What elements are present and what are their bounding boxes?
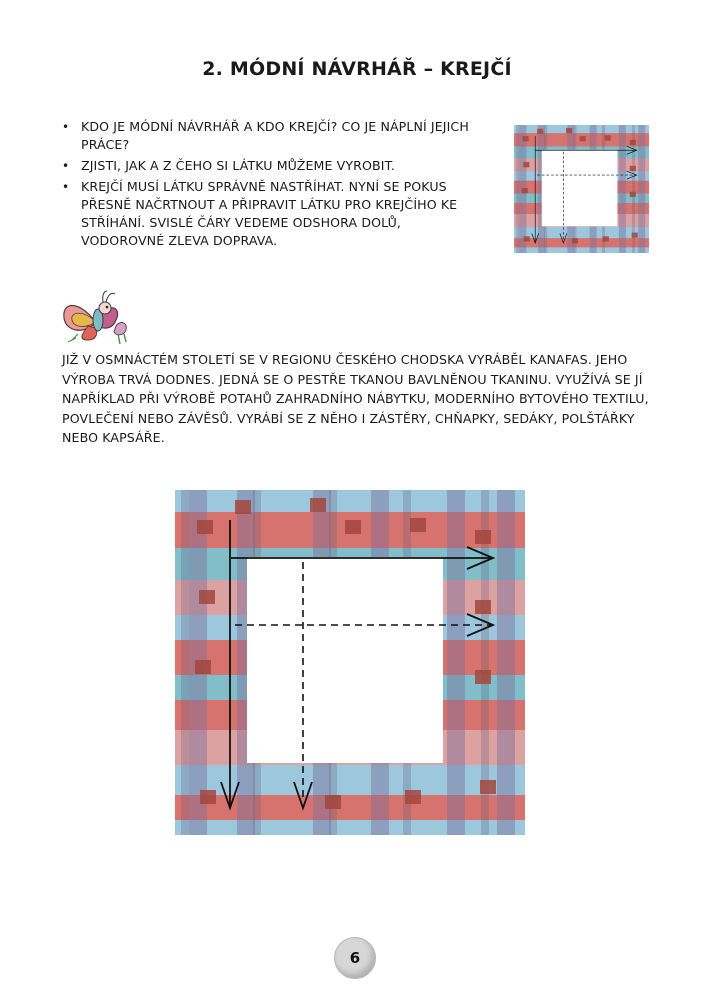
page-number: 6 <box>334 937 376 979</box>
fabric-square <box>475 530 491 544</box>
task-list <box>62 118 472 253</box>
task-item <box>62 118 472 154</box>
fabric-square <box>405 790 421 804</box>
fabric-square <box>310 498 326 512</box>
task-text: KREJČÍ MUSÍ LÁTKU SPRÁVNĚ NASTŘÍHAT. NYNÍ SE POKUS PŘESNĚ NAČRTNOUT A PŘIPRAVIT LÁTKU PRO KREJČÍHO KE STŘÍHÁNÍ. SVISLÉ ČÁRY VEDEME ODSHORA DOLŮ, VODOROVNÉ ZLEVA DOPRAVA. <box>81 179 458 248</box>
fabric-band-horizontal <box>175 765 525 795</box>
fabric-frame-exercise <box>175 490 525 835</box>
fabric-band-horizontal <box>175 490 525 512</box>
fabric-center <box>247 557 443 763</box>
fabric-square <box>605 135 611 140</box>
fabric-square <box>475 600 491 614</box>
fabric-square <box>195 660 211 674</box>
fabric-square <box>630 166 636 171</box>
task-text: KDO JE MÓDNÍ NÁVRHÁŘ A KDO KREJČÍ? CO JE NÁPLNÍ JEJICH PRÁCE? <box>81 119 469 152</box>
fabric-square <box>199 590 215 604</box>
fabric-square <box>580 136 586 141</box>
fabric-square <box>632 233 638 238</box>
fabric-frame-example <box>514 125 649 253</box>
fabric-thread <box>181 490 189 835</box>
fabric-square <box>537 129 543 134</box>
bullet-icon: • <box>62 159 70 173</box>
fabric-band-vertical <box>447 490 465 835</box>
fabric-square <box>603 236 609 241</box>
task-item <box>62 178 472 250</box>
fabric-band-vertical <box>497 490 515 835</box>
fabric-square <box>345 520 361 534</box>
bullet-icon: • <box>62 120 70 134</box>
task-item <box>62 157 472 175</box>
fabric-square <box>630 140 636 145</box>
fabric-square <box>475 670 491 684</box>
fabric-band-vertical <box>619 125 626 253</box>
fabric-square <box>522 136 528 141</box>
fabric-square <box>325 795 341 809</box>
fabric-square <box>200 790 216 804</box>
fabric-band-vertical <box>638 125 645 253</box>
butterfly-illustration <box>58 290 136 348</box>
fabric-band-horizontal <box>514 247 649 253</box>
fabric-square <box>630 192 636 197</box>
fabric-square <box>522 188 528 193</box>
fabric-band-horizontal <box>514 227 649 238</box>
fabric-square <box>523 162 529 167</box>
fabric-thread <box>516 125 519 253</box>
page-title: 2. MÓDNÍ NÁVRHÁŘ – KREJČÍ <box>202 58 512 80</box>
task-text: ZJISTI, JAK A Z ČEHO SI LÁTKU MŮŽEME VYROBIT. <box>81 158 396 173</box>
fabric-square <box>197 520 213 534</box>
fabric-center <box>542 150 618 226</box>
fabric-square <box>524 236 530 241</box>
bullet-icon: • <box>62 180 70 194</box>
fabric-square <box>480 780 496 794</box>
fabric-band-horizontal <box>175 820 525 835</box>
fabric-square <box>572 238 578 243</box>
intro-paragraph: JIŽ V OSMNÁCTÉM STOLETÍ SE V REGIONU ČESKÉHO CHODSKA VYRÁBĚL KANAFAS. JEHO VÝROBA TRVÁ DODNES. JEDNÁ SE O PESTŘE TKANOU BAVLNĚNOU TKANINU. VYUŽÍVÁ SE JÍ NAPŘÍKLAD PŘI VÝROBĚ POTAHŮ ZAHRADNÍHO NÁBYTKU, MODERNÍHO BYTOVÉHO TEXTILU, POVLEČENÍ NEBO ZÁVĚSŮ. VYRÁBÍ SE Z NĚHO I ZÁSTĚRY, CHŇAPKY, SEDÁKY, POLŠTÁŘKY NEBO KAPSÁŘE. <box>62 352 649 445</box>
fabric-square <box>566 128 572 133</box>
fabric-square <box>235 500 251 514</box>
fabric-band-horizontal <box>514 125 649 133</box>
fabric-square <box>410 518 426 532</box>
